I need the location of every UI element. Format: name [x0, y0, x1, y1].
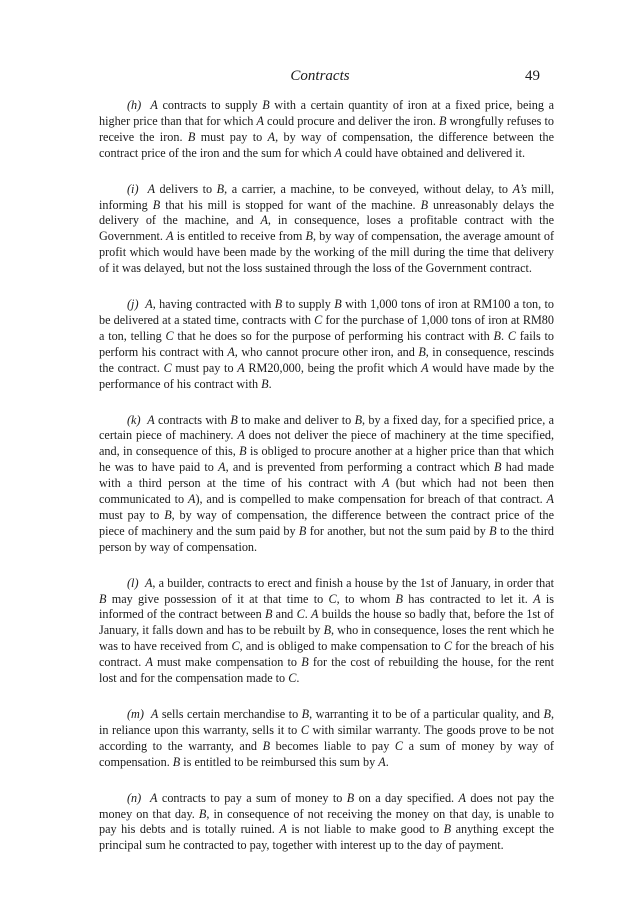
illustration-label: (j) [127, 297, 139, 312]
running-title: Contracts [290, 68, 350, 84]
illustration-label: (h) [127, 98, 142, 112]
illustration-label: (i) [127, 181, 139, 196]
illustration-i [99, 182, 554, 277]
illustration-j [99, 297, 554, 392]
illustration-k [99, 413, 554, 556]
page-header [100, 66, 540, 86]
illustration-text: A delivers to B, a carrier, a machine, to be conveyed, without delay, to A’s mill, informing B that his mill is stopped for want of the machine. B unreasonably delays the delivery of the machine, and A, in consequence, loses a profitable contract with the Government. A is entitled to receive from B, by way of compensation, the average amount of profit which would have been made by the working of the mill during the time that delivery of it was delayed, but not the loss sustained through the loss of the Government contract. [99, 181, 555, 276]
illustration-n [99, 791, 554, 855]
illustration-text: A sells certain merchandise to B, warranting it to be of a particular quality, and B, in reliance upon this warranty, sells it to C with similar warranty. The goods prove to be not according to the warranty, and B becomes liable to pay C a sum of money by way of compensation. B is entitled to be reimbursed this sum by A. [99, 707, 555, 769]
illustration-label: (m) [127, 707, 144, 721]
illustration-text: A, having contracted with B to supply B with 1,000 tons of iron at RM100 a ton, to be delivered at a stated time, contracts with C for the purchase of 1,000 tons of iron at RM80 a ton, telling C that he does so for the purpose of performing his contract with B. C fails to perform his contract with A, who cannot procure other iron, and B, in consequence, rescinds the contract. C must pay to A RM20,000, being the profit which A would have made by the performance of his contract with B. [99, 297, 555, 391]
page-body [99, 98, 554, 874]
page-number: 49 [525, 68, 540, 84]
illustration-text: A contracts to pay a sum of money to B on a day specified. A does not pay the money on that day. B, in consequence of not receiving the money on that day, is unable to pay his debts and is totally ruined. A is not liable to make good to B anything except the principal sum he contracted to pay, together with interest up to the day of payment. [99, 790, 555, 853]
illustration-l [99, 576, 554, 687]
illustration-h [99, 98, 554, 162]
illustration-label: (k) [127, 412, 141, 427]
illustration-label: (n) [127, 790, 142, 805]
illustration-text: A, a builder, contracts to erect and finish a house by the 1st of January, in order that B may give possession of it at that time to C, to whom B has contracted to let it. A is informed of the contract between B and C. A builds the house so badly that, before the 1st of January, it falls down and has to be rebuilt by B, who in consequence, loses the rent which he was to have received from C, and is obliged to make compensation to C for the breach of his contract. A must make compensation to B for the cost of rebuilding the house, for the rent lost and for the compensation made to C. [99, 575, 555, 686]
illustration-label: (l) [127, 575, 139, 590]
illustration-text: A contracts with B to make and deliver to B, by a fixed day, for a specified price, a certain piece of machinery. A does not deliver the piece of machinery at the time specified, and, in consequence of this, B is obliged to procure another at a higher price than that which he was to have paid to A, and is prevented from performing a contract which B had made with a third person at the time of his contract with A (but which had not been then communicated to A), and is compelled to make compensation for breach of that contract. A must pay to B, by way of compensation, the difference between the contract price of the piece of machinery and the sum paid by B for another, but not the sum paid by B to the third person by way of compensation. [99, 412, 555, 554]
illustration-text: A contracts to supply B with a certain quantity of iron at a fixed price, being a higher price than that for which A could procure and deliver the iron. B wrongfully refuses to receive the iron. B must pay to A, by way of compensation, the difference between the contract price of the iron and the sum for which A could have obtained and delivered it. [99, 98, 555, 160]
illustration-m [99, 707, 554, 771]
